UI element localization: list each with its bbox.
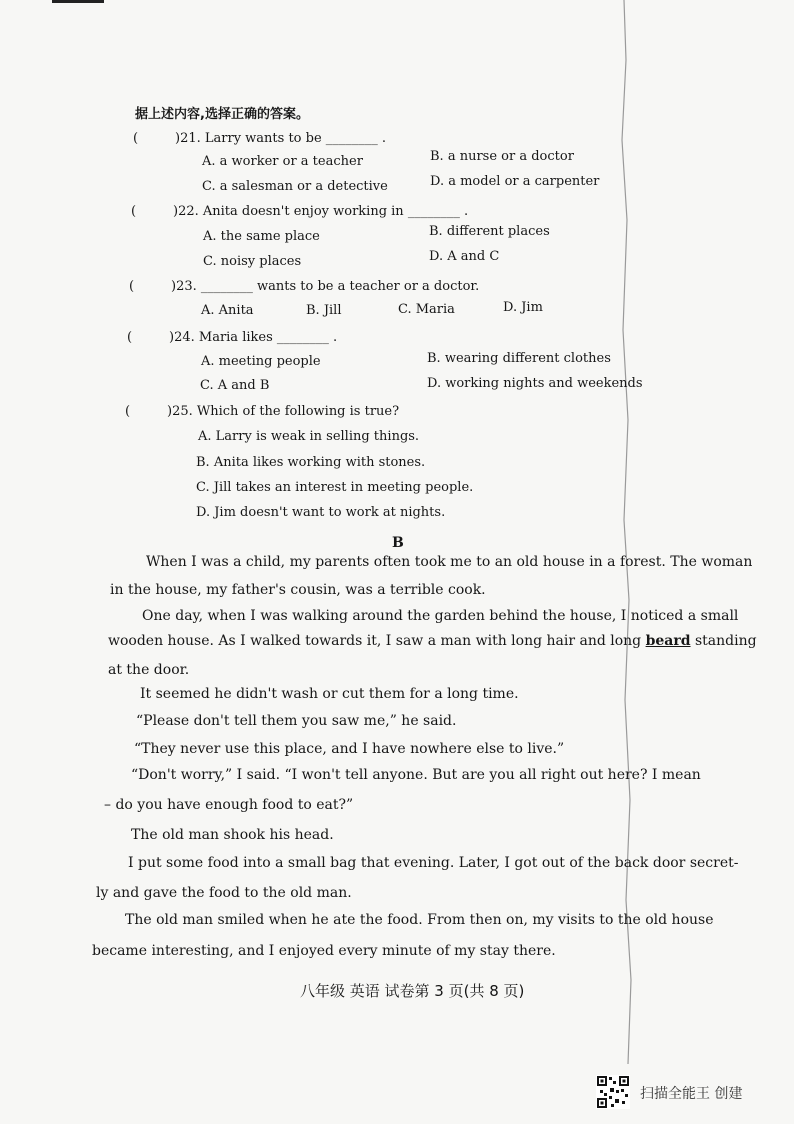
paper-crease xyxy=(616,0,638,1064)
option-21c: C. a salesman or a detective xyxy=(202,179,388,194)
instruction-text: 据上述内容,选择正确的答案。 xyxy=(135,107,309,122)
option-25a: A. Larry is weak in selling things. xyxy=(198,429,420,444)
answer-paren[interactable]: ( xyxy=(131,204,137,219)
passage-line: – do you have enough food to eat?” xyxy=(104,797,354,813)
question-stem: )25. Which of the following is true? xyxy=(167,404,400,419)
answer-paren[interactable]: ( xyxy=(129,279,135,294)
option-25d: D. Jim doesn't want to work at nights. xyxy=(196,505,446,520)
question-stem: )24. Maria likes ________ . xyxy=(169,330,338,345)
option-24c: C. A and B xyxy=(200,378,270,393)
option-22a: A. the same place xyxy=(203,229,320,244)
option-21a: A. a worker or a teacher xyxy=(202,154,363,169)
question-24 xyxy=(127,330,337,345)
option-24a: A. meeting people xyxy=(201,354,321,369)
passage-line: ly and gave the food to the old man. xyxy=(96,885,352,901)
question-25 xyxy=(125,404,399,419)
question-22 xyxy=(131,204,468,219)
answer-paren[interactable]: ( xyxy=(133,131,139,146)
passage-line: When I was a child, my parents often took me to an old house in a forest. The woman xyxy=(146,554,753,570)
option-21b: B. a nurse or a doctor xyxy=(430,149,574,164)
option-24b: B. wearing different clothes xyxy=(427,351,611,366)
question-stem: )21. Larry wants to be ________ . xyxy=(175,131,387,146)
option-23d: D. Jim xyxy=(503,300,543,315)
option-22d: D. A and C xyxy=(429,249,500,264)
passage-text: wooden house. As I walked towards it, I saw a man with long hair and long xyxy=(108,633,646,649)
option-23a: A. Anita xyxy=(201,303,254,318)
section-b-title: B xyxy=(392,535,404,551)
question-23 xyxy=(129,279,479,294)
option-23b: B. Jill xyxy=(306,303,342,318)
passage-line: became interesting, and I enjoyed every minute of my stay there. xyxy=(92,943,556,959)
option-22b: B. different places xyxy=(429,224,550,239)
passage-line: The old man smiled when he ate the food. From then on, my visits to the old house xyxy=(125,912,714,928)
option-22c: C. noisy places xyxy=(203,254,302,269)
option-24d: D. working nights and weekends xyxy=(427,376,643,391)
passage-line: I put some food into a small bag that evening. Later, I got out of the back door secret- xyxy=(128,855,739,871)
passage-line: “They never use this place, and I have nowhere else to live.” xyxy=(134,741,565,757)
keyword-beard: beard xyxy=(645,633,691,649)
passage-line: “Please don't tell them you saw me,” he said. xyxy=(136,713,457,729)
option-21d: D. a model or a carpenter xyxy=(430,174,600,189)
page-footer: 八年级 英语 试卷第 3 页(共 8 页) xyxy=(300,982,525,1000)
passage-line: It seemed he didn't wash or cut them for a long time. xyxy=(140,686,519,702)
qr-code-icon xyxy=(596,1075,630,1109)
question-stem: )22. Anita doesn't enjoy working in ________ . xyxy=(173,204,469,219)
passage-line: One day, when I was walking around the garden behind the house, I noticed a small xyxy=(142,608,739,624)
answer-paren[interactable]: ( xyxy=(127,330,133,345)
passage-line xyxy=(108,627,757,655)
question-21 xyxy=(133,131,386,146)
passage-text: standing xyxy=(690,633,757,649)
option-23c: C. Maria xyxy=(398,302,455,317)
passage-line: at the door. xyxy=(108,662,190,678)
option-25c: C. Jill takes an interest in meeting people. xyxy=(196,480,474,495)
question-stem: )23. ________ wants to be a teacher or a doctor. xyxy=(171,279,480,294)
scanner-watermark: 扫描全能王 创建 xyxy=(640,1086,743,1102)
passage-line: in the house, my father's cousin, was a terrible cook. xyxy=(110,582,486,598)
answer-paren[interactable]: ( xyxy=(125,404,131,419)
top-edge-mark xyxy=(52,0,104,3)
passage-line: “Don't worry,” I said. “I won't tell anyone. But are you all right out here? I mean xyxy=(131,767,701,783)
passage-line: The old man shook his head. xyxy=(131,827,334,843)
option-25b: B. Anita likes working with stones. xyxy=(196,455,426,470)
